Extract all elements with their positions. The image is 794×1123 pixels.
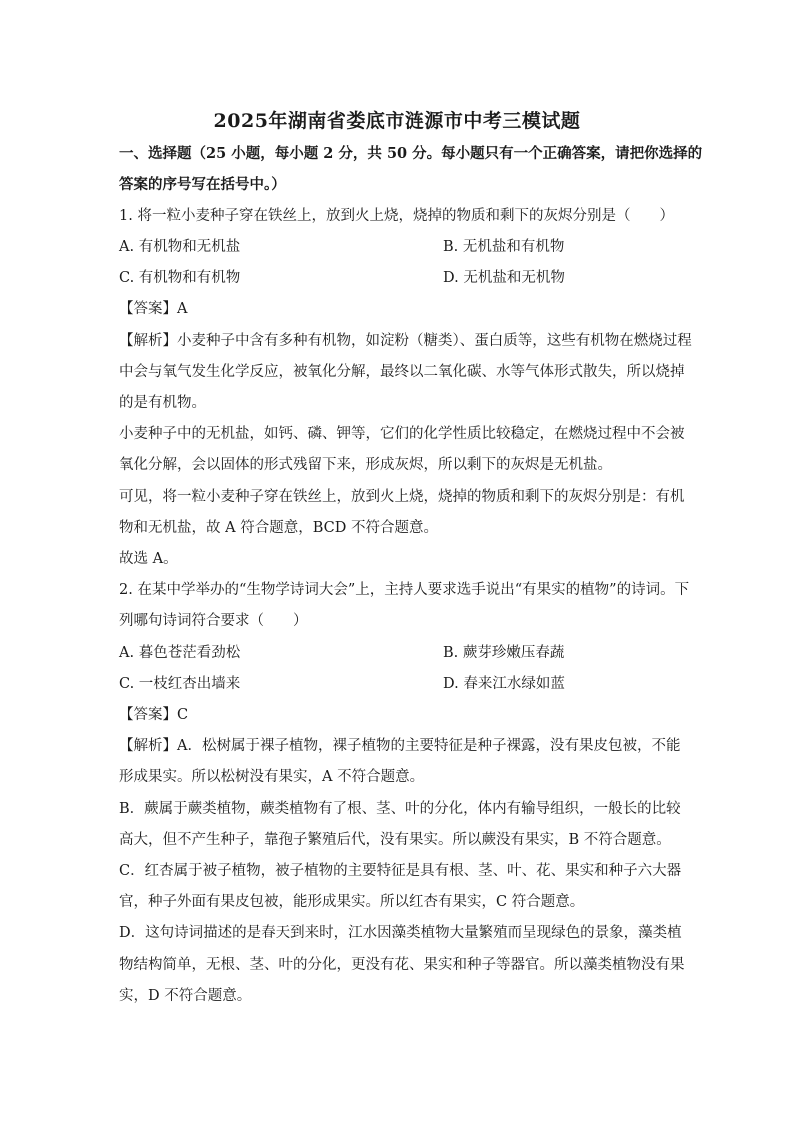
question-2-stem-line-2: 列哪句诗词符合要求（ ） bbox=[119, 613, 308, 629]
question-1-option-a: A. 有机物和无机盐 bbox=[119, 239, 241, 255]
question-2-answer: 【答案】C bbox=[119, 707, 189, 723]
question-1-analysis-line: 可见，将一粒小麦种子穿在铁丝上，放到火上烧，烧掉的物质和剩下的灰烬分别是：有机 bbox=[119, 489, 685, 505]
question-2-option-d: D. 春来江水绿如蓝 bbox=[443, 676, 565, 692]
question-1-stem: 1. 将一粒小麦种子穿在铁丝上，放到火上烧，烧掉的物质和剩下的灰烬分别是（ ） bbox=[119, 208, 674, 224]
question-2-analysis-line: 物结构简单，无根、茎、叶的分化，更没有花、果实和种子等器官。所以藻类植物没有果 bbox=[119, 957, 685, 973]
question-1-analysis-line: 故选 A。 bbox=[119, 551, 178, 567]
question-2-analysis-line: 【解析】A．松树属于裸子植物，裸子植物的主要特征是种子裸露，没有果皮包被，不能 bbox=[119, 738, 681, 754]
question-2-analysis-line: C．红杏属于被子植物，被子植物的主要特征是具有根、茎、叶、花、果实和种子六大器 bbox=[119, 863, 682, 879]
question-2-option-c: C. 一枝红杏出墙来 bbox=[119, 676, 241, 692]
question-2-analysis-line: 实，D 不符合题意。 bbox=[119, 988, 252, 1004]
section-instruction-line-2: 答案的序号写在括号中。） bbox=[119, 176, 286, 193]
question-1-analysis-line: 氧化分解，会以固体的形式残留下来，形成灰烬，所以剩下的灰烬是无机盐。 bbox=[119, 457, 612, 473]
question-2-stem-line-1: 2. 在某中学举办的“生物学诗词大会”上，主持人要求选手说出“有果实的植物”的诗词。下 bbox=[119, 582, 690, 598]
question-2-option-a: A. 暮色苍茫看劲松 bbox=[119, 645, 241, 661]
section-instruction-line-1: 一、选择题（25 小题，每小题 2 分，共 50 分。每小题只有一个正确答案，请把你选择的 bbox=[119, 145, 703, 162]
question-1-analysis-line: 中会与氧气发生化学反应，被氧化分解，最终以二氧化碳、水等气体形式散失，所以烧掉 bbox=[119, 364, 685, 380]
question-1-analysis-line: 小麦种子中的无机盐，如钙、磷、钾等，它们的化学性质比较稳定，在燃烧过程中不会被 bbox=[119, 426, 685, 442]
question-2-analysis-line: 形成果实。所以松树没有果实，A 不符合题意。 bbox=[119, 769, 425, 785]
question-1-analysis-line: 物和无机盐，故 A 符合题意，BCD 不符合题意。 bbox=[119, 520, 438, 536]
question-1-analysis-line: 的是有机物。 bbox=[119, 395, 206, 411]
question-1-answer: 【答案】A bbox=[119, 301, 188, 317]
question-1-analysis-line: 【解析】小麦种子中含有多种有机物，如淀粉（糖类）、蛋白质等，这些有机物在燃烧过程 bbox=[119, 333, 692, 349]
question-2-analysis-line: D．这句诗词描述的是春天到来时，江水因藻类植物大量繁殖而呈现绿色的景象，藻类植 bbox=[119, 925, 682, 941]
question-1-option-c: C. 有机物和有机物 bbox=[119, 270, 241, 286]
question-2-option-b: B. 蕨芽珍嫩压春蔬 bbox=[443, 645, 565, 661]
question-2-analysis-line: 高大，但不产生种子，靠孢子繁殖后代，没有果实。所以蕨没有果实，B 不符合题意。 bbox=[119, 832, 671, 848]
question-1-option-b: B. 无机盐和有机物 bbox=[443, 239, 565, 255]
question-2-analysis-line: 官，种子外面有果皮包被，能形成果实。所以红杏有果实，C 符合题意。 bbox=[119, 894, 585, 910]
question-2-analysis-line: B．蕨属于蕨类植物，蕨类植物有了根、茎、叶的分化，体内有输导组织，一般长的比较 bbox=[119, 801, 681, 817]
question-1-option-d: D. 无机盐和无机物 bbox=[443, 270, 565, 286]
page-title: 2025年湖南省娄底市涟源市中考三模试题 bbox=[213, 110, 581, 132]
